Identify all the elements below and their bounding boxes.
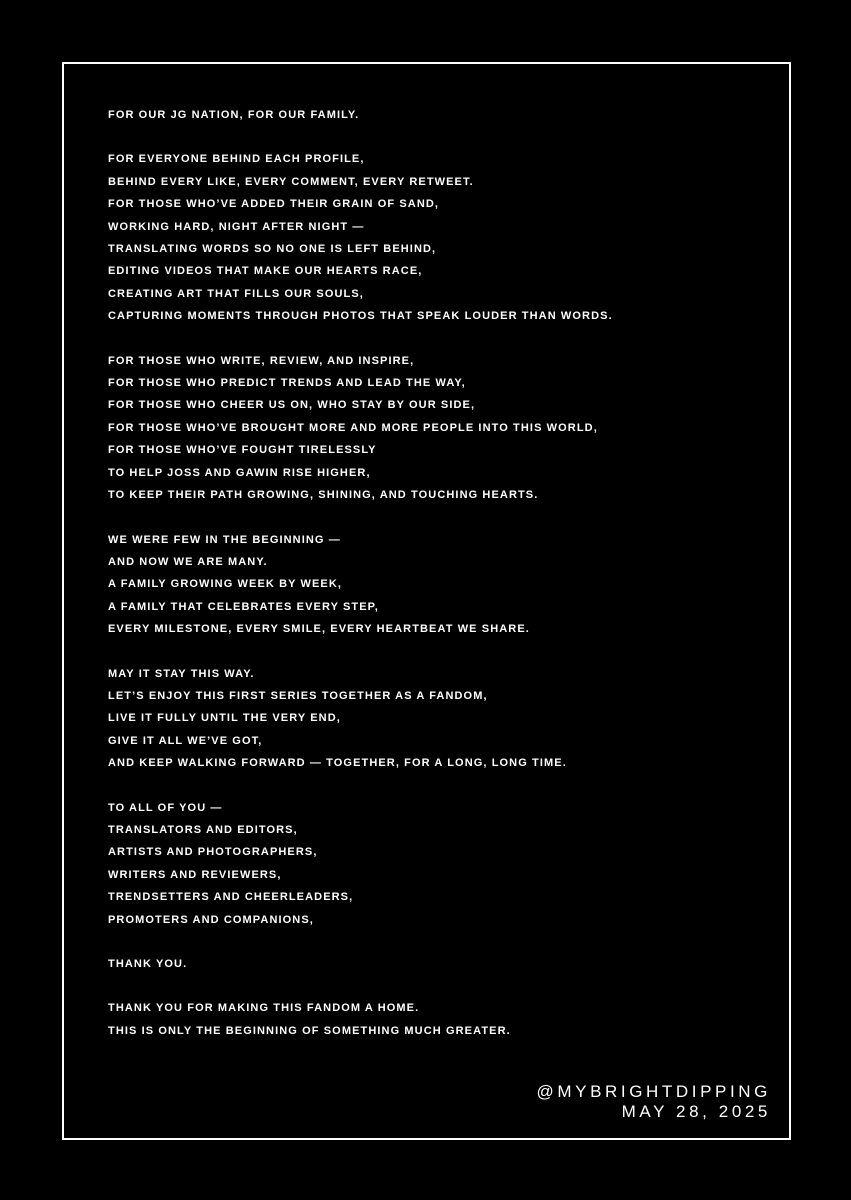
letter-line: TRENDSETTERS AND CHEERLEADERS,: [108, 891, 354, 904]
letter-line: EVERY MILESTONE, EVERY SMILE, EVERY HEARTBEAT WE SHARE.: [108, 623, 530, 636]
letter-line: FOR THOSE WHO’VE FOUGHT TIRELESSLY: [108, 444, 377, 457]
letter-line: TRANSLATING WORDS SO NO ONE IS LEFT BEHIND,: [108, 243, 437, 256]
letter-line: AND NOW WE ARE MANY.: [108, 555, 268, 568]
letter-line: CREATING ART THAT FILLS OUR SOULS,: [108, 287, 364, 300]
letter-line: LIVE IT FULLY UNTIL THE VERY END,: [108, 712, 341, 725]
letter-line: WE WERE FEW IN THE BEGINNING —: [108, 533, 341, 546]
letter-line: AND KEEP WALKING FORWARD — TOGETHER, FOR A LONG, LONG TIME.: [108, 757, 567, 770]
letter-paragraph: [108, 953, 748, 975]
letter-line: TO ALL OF YOU —: [108, 801, 223, 814]
letter-line: TRANSLATORS AND EDITORS,: [108, 823, 298, 836]
letter-line: ARTISTS AND PHOTOGRAPHERS,: [108, 846, 318, 859]
letter-line: WORKING HARD, NIGHT AFTER NIGHT —: [108, 220, 365, 233]
letter-paragraph: [108, 663, 748, 775]
letter-line: THANK YOU FOR MAKING THIS FANDOM A HOME.: [108, 1002, 420, 1015]
letter-line: A FAMILY GROWING WEEK BY WEEK,: [108, 578, 343, 591]
letter-line: PROMOTERS AND COMPANIONS,: [108, 913, 314, 926]
letter-line: GIVE IT ALL WE’VE GOT,: [108, 734, 263, 747]
letter-line: FOR THOSE WHO CHEER US ON, WHO STAY BY OUR SIDE,: [108, 399, 476, 412]
letter-line: BEHIND EVERY LIKE, EVERY COMMENT, EVERY RETWEET.: [108, 175, 474, 188]
letter-line: FOR EVERYONE BEHIND EACH PROFILE,: [108, 153, 365, 166]
letter-line: FOR THOSE WHO’VE BROUGHT MORE AND MORE PEOPLE INTO THIS WORLD,: [108, 421, 598, 434]
letter-line: CAPTURING MOMENTS THROUGH PHOTOS THAT SPEAK LOUDER THAN WORDS.: [108, 310, 613, 323]
letter-line: WRITERS AND REVIEWERS,: [108, 868, 282, 881]
letter-line: FOR THOSE WHO PREDICT TRENDS AND LEAD THE WAY,: [108, 377, 466, 390]
letter-line: THIS IS ONLY THE BEGINNING OF SOMETHING MUCH GREATER.: [108, 1024, 511, 1037]
letter-line: A FAMILY THAT CELEBRATES EVERY STEP,: [108, 600, 379, 613]
letter-line: TO HELP JOSS AND GAWIN RISE HIGHER,: [108, 466, 371, 479]
signature-date: MAY 28, 2025: [621, 1102, 771, 1121]
letter-paragraph: [108, 529, 748, 641]
letter-line: FOR THOSE WHO WRITE, REVIEW, AND INSPIRE,: [108, 354, 415, 367]
letter-line: EDITING VIDEOS THAT MAKE OUR HEARTS RACE,: [108, 265, 423, 278]
signature-handle: @MYBRIGHTDIPPING: [536, 1082, 771, 1101]
letter-paragraph: [108, 350, 748, 507]
letter-line: MAY IT STAY THIS WAY.: [108, 667, 255, 680]
signature-block: [537, 1082, 771, 1122]
letter-line: LET’S ENJOY THIS FIRST SERIES TOGETHER AS A FANDOM,: [108, 689, 488, 702]
letter-paragraph: [108, 797, 748, 931]
letter-paragraph: [108, 104, 748, 126]
letter-line: THANK YOU.: [108, 958, 188, 970]
letter-line: FOR OUR JG NATION, FOR OUR FAMILY.: [108, 109, 360, 121]
letter-line: TO KEEP THEIR PATH GROWING, SHINING, AND TOUCHING HEARTS.: [108, 489, 539, 502]
letter-body: [108, 104, 748, 1064]
letter-paragraph: [108, 997, 748, 1042]
letter-paragraph: [108, 148, 748, 327]
letter-line: FOR THOSE WHO’VE ADDED THEIR GRAIN OF SAND,: [108, 198, 440, 211]
